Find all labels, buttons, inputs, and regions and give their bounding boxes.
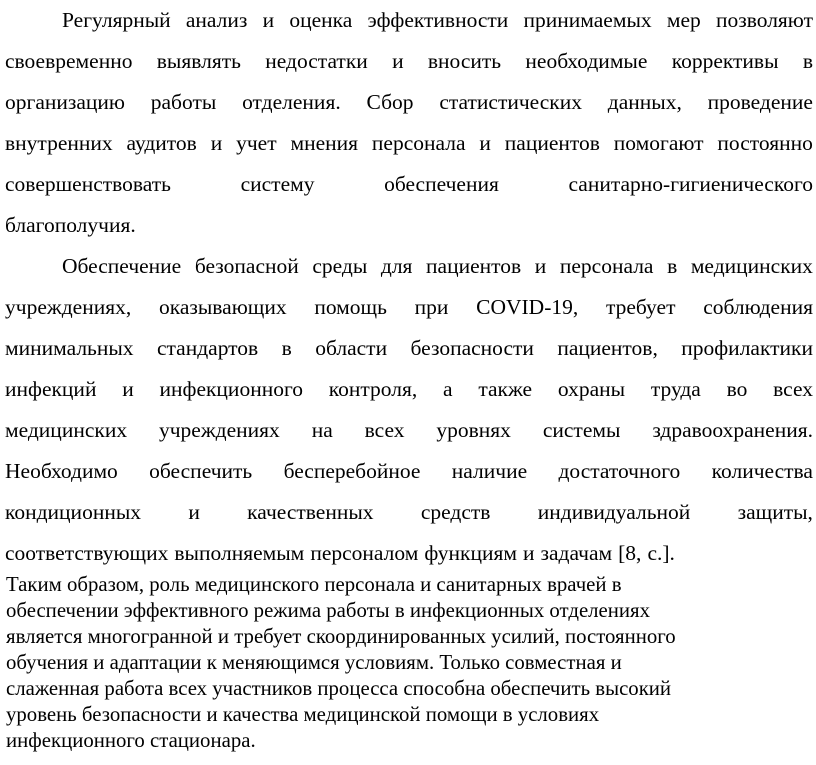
word: оценка [289,8,353,32]
word: защиты, [737,500,813,524]
word: учреждениях [158,418,280,442]
word: мер [666,8,701,32]
word: выявлять [156,49,241,73]
word: недостатки [265,49,368,73]
word: в [281,336,292,360]
word: системы [542,418,621,442]
word: функциям [424,541,517,565]
word: помощь [314,295,387,319]
word: учет [236,131,277,155]
text-line: инфекционного стационара. [6,729,256,752]
word: обеспечить [149,459,253,483]
text-line [5,328,813,369]
word: и [122,377,134,401]
text-line [5,287,813,328]
word: организацию [5,90,125,114]
text-line [5,492,813,533]
word: и [534,254,547,278]
word: Обеспечение [62,254,182,278]
word: персоналом [310,541,419,565]
word: области [315,336,388,360]
text-line [5,451,813,492]
text-line: уровень безопасности и качества медицинской помощи в условиях [6,703,600,726]
word: постоянно [717,131,813,155]
word: внутренних [5,131,113,155]
word: проведение [707,90,813,114]
word: на [311,418,333,442]
text-line [62,246,813,287]
word: Необходимо [5,459,118,483]
word: инфекций [5,377,97,401]
text-line: обучения и адаптации к меняющимся условиям. Только совместная и [6,651,622,674]
word: [8, [618,541,642,565]
word: коррективы [671,49,779,73]
word: средств [420,500,491,524]
word: в [802,49,813,73]
word: обеспечения [384,172,499,196]
word: медицинских [690,254,813,278]
text-line [5,410,813,451]
word: совершенствовать [5,172,171,196]
word: персонала [371,131,466,155]
word: принимаемых [523,8,652,32]
word: и [479,131,491,155]
word: контроля, [328,377,418,401]
word: и [210,131,223,155]
word: количества [711,459,813,483]
word: пациентов [504,131,600,155]
word: инфекционного [159,377,303,401]
word: задачам [540,541,613,565]
word: профилактики [681,336,813,360]
word: и [262,8,275,32]
word: и [188,500,200,524]
word: своевременно [5,49,133,73]
word: санитарно-гигиенического [568,172,813,196]
word: требует [605,295,676,319]
word: кондиционных [5,500,142,524]
word: бесперебойное [283,459,421,483]
word: анализ [185,8,248,32]
word: отделения. [242,90,341,114]
word: качественных [247,500,374,524]
word: соответствующих [5,541,169,565]
text-line [5,205,813,246]
text-line: слаженная работа всех участников процесса способна обеспечить высокий [6,677,672,700]
text-line [5,41,813,82]
word: всех [364,418,405,442]
word: помогают [613,131,704,155]
word: эффективности [367,8,509,32]
word: пациентов, [557,336,658,360]
word: выполняемым [174,541,305,565]
word: здравоохранения. [652,418,813,442]
word: в [667,254,678,278]
word: вносить [427,49,502,73]
word: наличие [451,459,528,483]
text-line [62,0,813,41]
word: оказывающих [158,295,287,319]
word: охраны [557,377,626,401]
word: безопасности [410,336,534,360]
word: труда [650,377,701,401]
word: индивидуальной [537,500,691,524]
word: позволяют [715,8,813,32]
word: среды [312,254,368,278]
word: для [380,254,413,278]
text-line [5,533,813,574]
word: безопасной [194,254,299,278]
text-line [5,123,813,164]
word: систему [240,172,315,196]
word: работы [150,90,217,114]
word: с.]. [647,541,675,565]
word: минимальных [5,336,134,360]
word: во [726,377,748,401]
word: медицинских [5,418,128,442]
word: всех [773,377,813,401]
text-line [5,369,813,410]
text-line [5,82,813,123]
word: статистических [439,90,582,114]
word: при [414,295,449,319]
text-line: обеспечении эффективного режима работы в инфекционных отделениях [6,599,651,622]
word: соблюдения [703,295,813,319]
word: учреждениях, [5,295,132,319]
text-line: Таким образом, роль медицинского персонала и санитарных врачей в [6,573,622,596]
word: пациентов [426,254,522,278]
word: персонала [559,254,654,278]
word: а [443,377,453,401]
word: Сбор [366,90,414,114]
text-line: является многогранной и требует скоординированных усилий, постоянного [6,625,676,648]
word: мнения [290,131,359,155]
word: аудитов [126,131,197,155]
text-line [5,164,813,205]
word: необходимые [525,49,648,73]
word: достаточного [558,459,681,483]
word: уровнях [436,418,511,442]
word: и [522,541,535,565]
word: также [478,377,533,401]
word: и [392,49,404,73]
word: благополучия. [5,213,136,237]
word: COVID-19, [476,295,579,319]
word: стандартов [156,336,259,360]
word: данных, [607,90,682,114]
word: Регулярный [62,8,171,32]
